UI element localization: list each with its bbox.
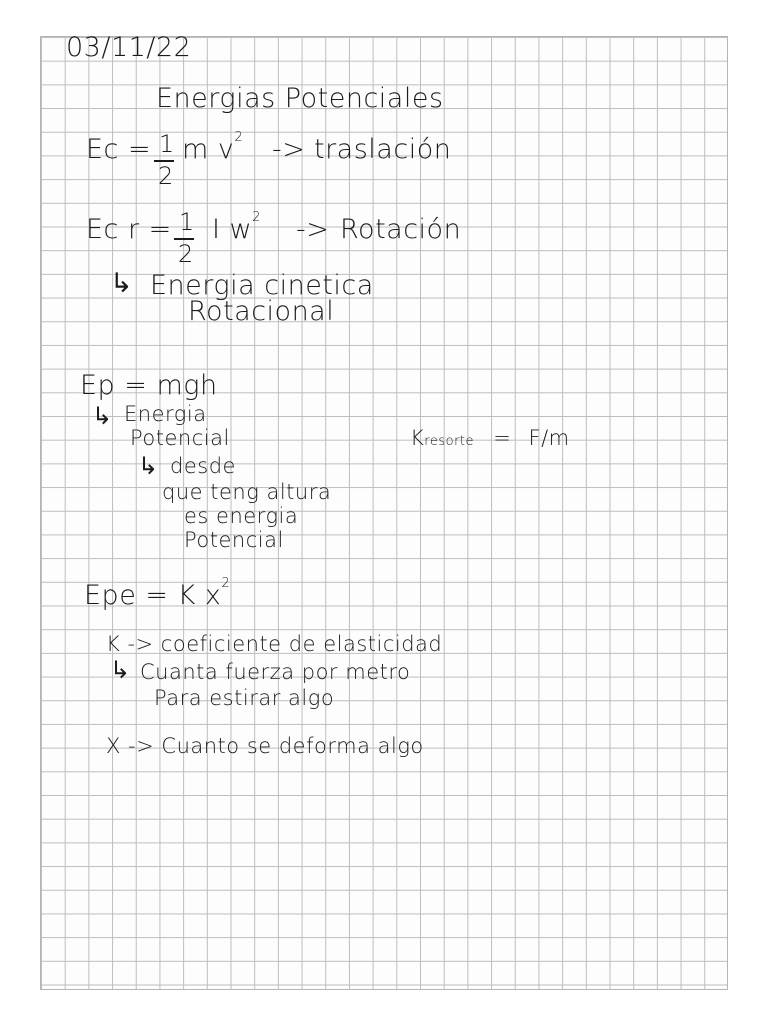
ep-sub-line2: que teng altura xyxy=(162,480,332,504)
ec-numerator: 1 xyxy=(159,130,175,158)
x-def-line: X -> Cuanto se deforma algo xyxy=(106,734,424,758)
k-def-line3: Para estirar algo xyxy=(154,686,335,710)
k-resorte-formula: Kresorte = F/m xyxy=(410,426,570,450)
ecr-label: Rotación xyxy=(340,214,462,245)
ecr-note-line1: Energia cinetica xyxy=(150,270,374,301)
ec-label: traslación xyxy=(314,134,452,165)
ep-note-line2: Potencial xyxy=(130,426,230,450)
ep-note-line1: Energia xyxy=(124,402,207,426)
epe-formula: Epe = K $x^2$ xyxy=(84,576,231,611)
note-date: 03/11/22 xyxy=(66,32,192,63)
ec-denominator: 2 xyxy=(158,162,174,190)
ep-sub-line4: Potencial xyxy=(184,528,284,552)
ecr-fraction xyxy=(174,208,196,268)
ecr-numerator: 1 xyxy=(179,208,195,236)
k-def-line2: Cuanta fuerza por metro xyxy=(140,660,411,684)
ec-fraction xyxy=(154,130,176,190)
ecr-formula: Ec r = xyxy=(86,214,172,245)
ep-sub-line3: es energia xyxy=(184,504,299,528)
ep-formula: Ep = mgh xyxy=(80,370,218,401)
ec-formula: Ec = xyxy=(86,134,152,165)
ep-sub-line1: desde xyxy=(170,454,236,478)
ec-rhs: m $v^2$ xyxy=(182,130,244,165)
k-def-line1: K -> coeficiente de elasticidad xyxy=(106,632,443,656)
ecr-rhs: I $w^2$ xyxy=(212,210,261,245)
ep-note-arrow: ↳ xyxy=(92,402,113,430)
k-def-arrow: ↳ xyxy=(110,656,131,684)
ep-sub-arrow: ↳ xyxy=(138,452,159,480)
note-title: Energias Potenciales xyxy=(156,83,444,114)
ec-arrow: -> xyxy=(272,134,306,165)
grid-paper xyxy=(40,36,728,990)
ecr-denominator: 2 xyxy=(178,240,194,268)
ecr-arrow: -> xyxy=(296,214,330,245)
ecr-note-line2: Rotacional xyxy=(188,296,335,327)
ecr-note-arrow: ↳ xyxy=(110,268,134,299)
